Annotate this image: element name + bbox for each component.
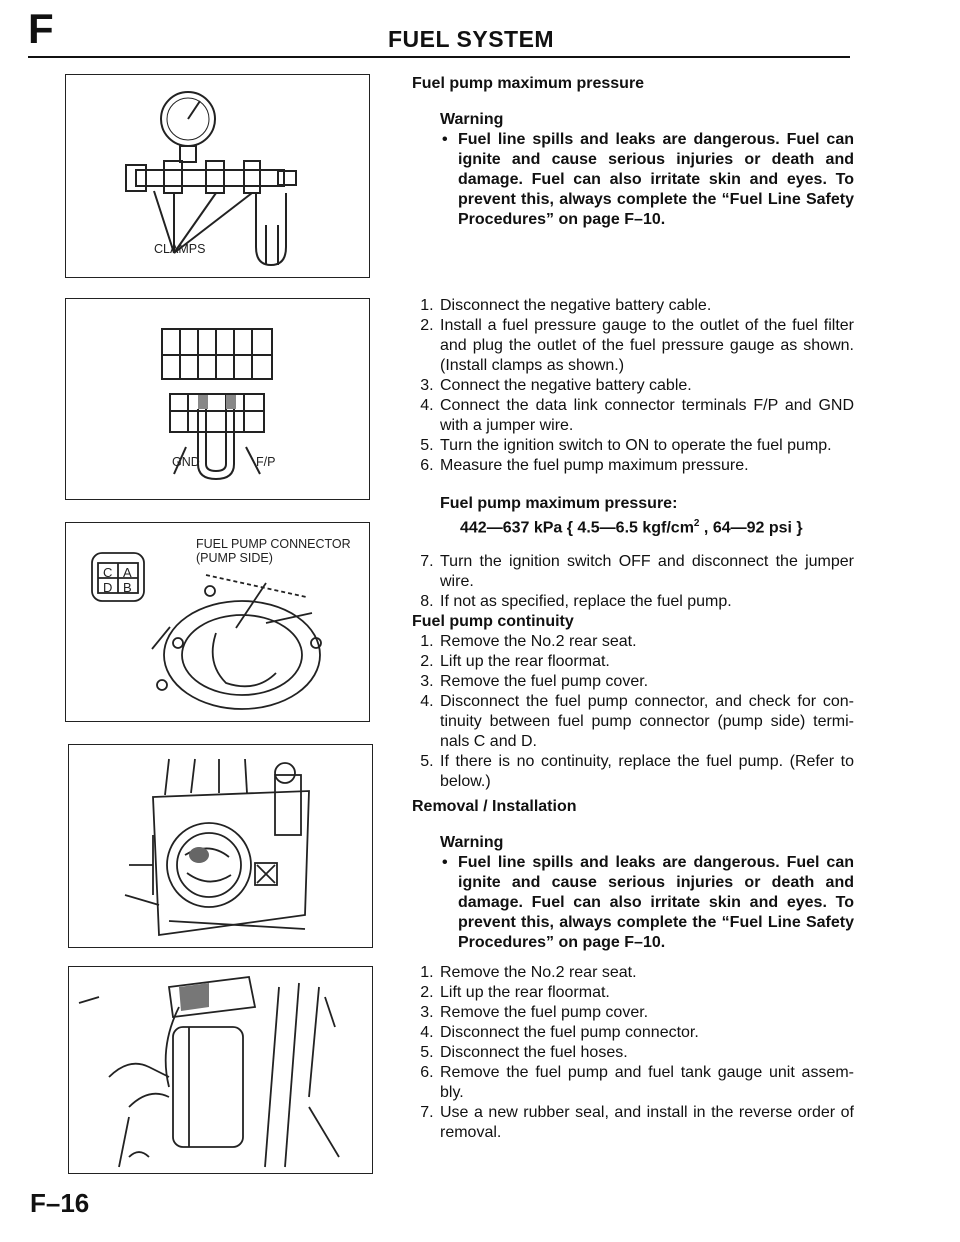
max-pressure-steps bbox=[412, 296, 854, 612]
list-item: 3. Remove the fuel pump cover. bbox=[438, 672, 854, 692]
max-pressure-heading: Fuel pump maximum pressure bbox=[412, 75, 645, 92]
list-item: 5. If there is no continuity, replace the fuel pump. (Refer to below.) bbox=[438, 752, 854, 792]
list-item: 7. Turn the ignition switch OFF and disconnect the jumper wire. bbox=[438, 552, 854, 592]
data-link-connector-illustration bbox=[66, 299, 369, 499]
list-item: 6. Measure the fuel pump maximum pressure. bbox=[438, 456, 854, 476]
max-pressure-warning-title: Warning bbox=[440, 111, 504, 128]
figure-data-link-connector bbox=[65, 298, 370, 500]
max-pressure-spec-label: Fuel pump maximum pressure: bbox=[440, 495, 678, 512]
spec-value-superscript: 2 bbox=[693, 518, 700, 529]
removal-warning-title: Warning bbox=[440, 834, 504, 851]
page-title: FUEL SYSTEM bbox=[388, 26, 555, 52]
removal-heading: Removal / Installation bbox=[412, 798, 577, 815]
gnd-label: GND bbox=[172, 455, 200, 469]
fuel-pump-connector-label-line2: (PUMP SIDE) bbox=[196, 551, 273, 566]
continuity-section bbox=[412, 612, 854, 792]
list-item: 5. Turn the ignition switch to ON to operate the fuel pump. bbox=[438, 436, 854, 456]
list-item: 7. Use a new rubber seal, and install in the reverse order of removal. bbox=[438, 1103, 854, 1143]
list-item: 4. Disconnect the fuel pump connector. bbox=[438, 1023, 854, 1043]
list-item: 1. Remove the No.2 rear seat. bbox=[438, 632, 854, 652]
list-item: 1. Disconnect the negative battery cable. bbox=[438, 296, 854, 316]
pin-d-label: D bbox=[103, 580, 113, 595]
fp-label: F/P bbox=[256, 455, 276, 469]
page-number: F–16 bbox=[30, 1188, 90, 1218]
list-item: 3. Connect the negative battery cable. bbox=[438, 376, 854, 396]
removal-warning bbox=[440, 833, 854, 953]
max-pressure-warning bbox=[440, 110, 854, 230]
fuel-pump-connector-label-line1: FUEL PUMP CONNECTOR bbox=[196, 537, 351, 551]
max-pressure-section bbox=[412, 74, 854, 230]
list-item: 2. Lift up the rear floormat. bbox=[438, 652, 854, 672]
removal-steps bbox=[412, 963, 854, 1143]
clamps-label: CLAMPS bbox=[154, 242, 206, 256]
list-item: 1. Remove the No.2 rear seat. bbox=[438, 963, 854, 983]
pin-a-label: A bbox=[123, 565, 132, 580]
figure-fuel-pump-cover bbox=[68, 744, 373, 948]
list-item: 3. Remove the fuel pump cover. bbox=[438, 1003, 854, 1023]
list-item: 5. Disconnect the fuel hoses. bbox=[438, 1043, 854, 1063]
header-rule bbox=[28, 56, 850, 58]
spec-value-main: 442—637 kPa { 4.5—6.5 kgf/cm bbox=[460, 519, 694, 537]
figure-fuel-pump-connector bbox=[65, 522, 370, 722]
fuel-pump-connector-label bbox=[196, 537, 351, 566]
figure-fuel-pump-removal bbox=[68, 966, 373, 1174]
list-item: 4. Connect the data link connector terminals F/P and GND with a jumper wire. bbox=[438, 396, 854, 436]
list-item: 2. Install a fuel pressure gauge to the outlet of the fuel filter and plug the outlet of the fuel pressure gauge as shown. (Install clamps as shown.) bbox=[438, 316, 854, 376]
spec-value-psi: , 64—92 psi } bbox=[699, 519, 803, 537]
max-pressure-spec bbox=[440, 494, 854, 538]
list-item: 6. Remove the fuel pump and fuel tank gauge unit assem- bly. bbox=[438, 1063, 854, 1103]
fuel-pump-cover-illustration bbox=[69, 745, 372, 947]
fuel-pump-removal-illustration bbox=[69, 967, 372, 1173]
figure-pressure-gauge bbox=[65, 74, 370, 278]
continuity-heading: Fuel pump continuity bbox=[412, 613, 574, 630]
pressure-gauge-illustration bbox=[66, 75, 369, 277]
list-item: 2. Lift up the rear floormat. bbox=[438, 983, 854, 1003]
max-pressure-spec-value bbox=[460, 514, 854, 538]
section-letter: F bbox=[28, 5, 54, 52]
removal-warning-text: • Fuel line spills and leaks are dangerous. Fuel can ignite and cause serious injuries or death and damage. Fuel can also irritate skin and eyes. To prevent this, always complete the “Fuel Line Safety Procedures” on page F–10. bbox=[458, 853, 854, 953]
pin-b-label: B bbox=[123, 580, 132, 595]
pin-c-label: C bbox=[103, 565, 113, 580]
max-pressure-warning-text: • Fuel line spills and leaks are dangerous. Fuel can ignite and cause serious injuries or death and damage. Fuel can also irritate skin and eyes. To prevent this, always complete the “Fuel Line Safety Procedures” on page F–10. bbox=[458, 130, 854, 230]
removal-section bbox=[412, 797, 854, 953]
list-item: 8. If not as specified, replace the fuel pump. bbox=[438, 592, 854, 612]
list-item: 4. Disconnect the fuel pump connector, and check for con- tinuity between fuel pump connector (pump side) termi- nals C and D. bbox=[438, 692, 854, 752]
